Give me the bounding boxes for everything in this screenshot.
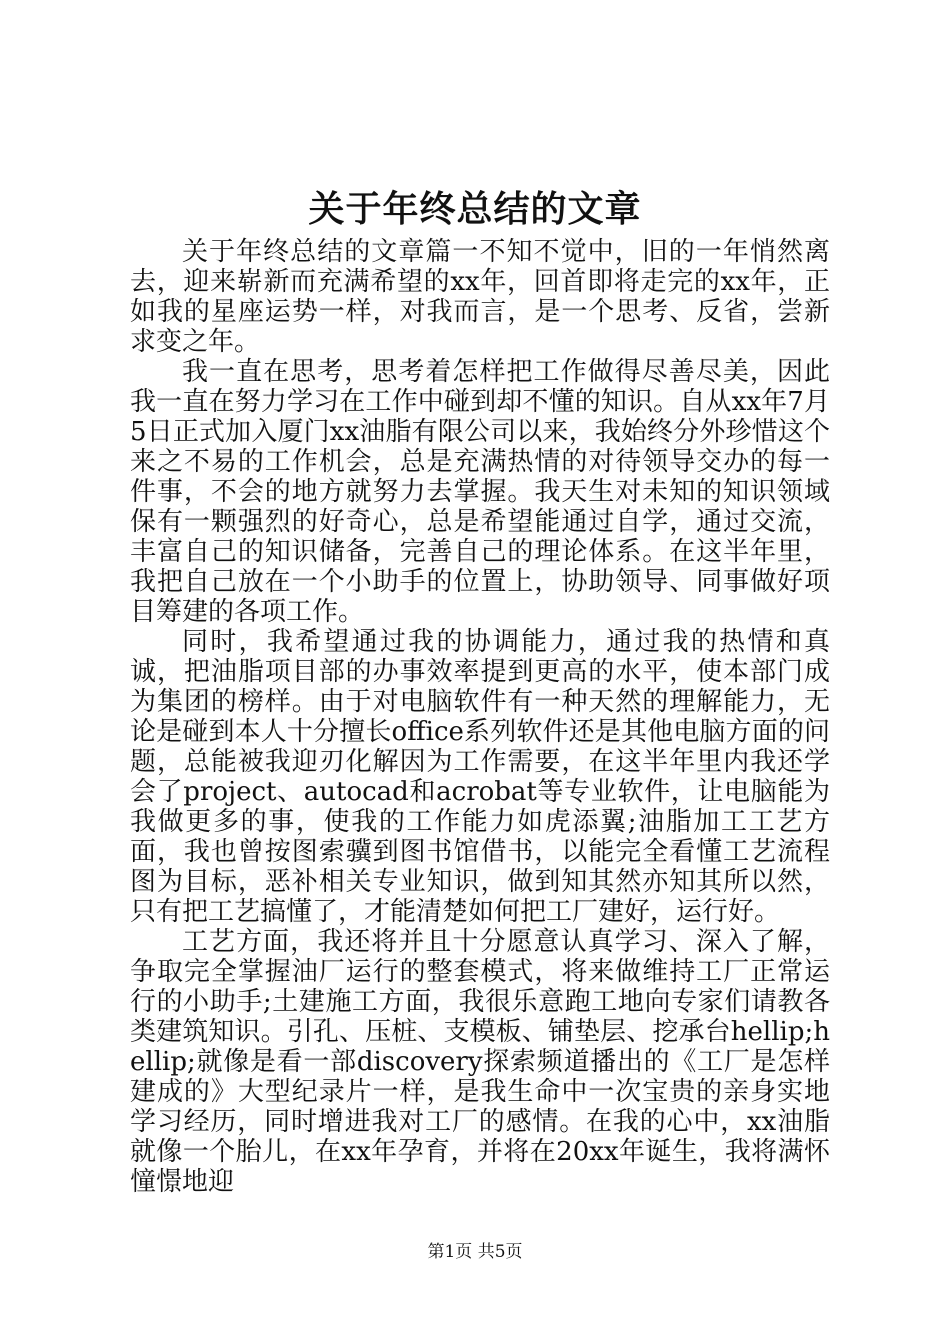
paragraph-3: 同时，我希望通过我的协调能力，通过我的热情和真诚，把油脂项目部的办事效率提到更高的水平，使本部门成为集团的榜样。由于对电脑软件有一种天然的理解能力，无论是碰到本人十分擅长office系列软件还是其他电脑方面的问题，总能被我迎刃化解因为工作需要，在这半年里内我还学会了project、autocad和acrobat等专业软件，让电脑能为我做更多的事，使我的工作能力如虎添翼;油脂加工工艺方面，我也曾按图索骥到图书馆借书，以能完全看懂工艺流程图为目标，恶补相关专业知识，做到知其然亦知其所以然，只有把工艺搞懂了，才能清楚如何把工厂建好，运行好。 [130,627,830,927]
page-number-footer: 第1页 共5页 [427,1242,523,1262]
paragraph-1: 关于年终总结的文章篇一不知不觉中，旧的一年悄然离去，迎来崭新而充满希望的xx年，回首即将走完的xx年，正如我的星座运势一样，对我而言，是一个思考、反省，尝新求变之年。 [130,237,830,357]
document-body [130,237,830,1197]
document-title: 关于年终总结的文章 [308,188,642,230]
paragraph-2: 我一直在思考，思考着怎样把工作做得尽善尽美，因此我一直在努力学习在工作中碰到却不懂的知识。自从xx年7月5日正式加入厦门xx油脂有限公司以来，我始终分外珍惜这个来之不易的工作机会，总是充满热情的对待领导交办的每一件事，不会的地方就努力去掌握。我天生对未知的知识领域保有一颗强烈的好奇心，总是希望能通过自学，通过交流，丰富自己的知识储备，完善自己的理论体系。在这半年里，我把自己放在一个小助手的位置上，协助领导、同事做好项目筹建的各项工作。 [130,357,830,627]
paragraph-4: 工艺方面，我还将并且十分愿意认真学习、深入了解，争取完全掌握油厂运行的整套模式，将来做维持工厂正常运行的小助手;土建施工方面，我很乐意跑工地向专家们请教各类建筑知识。引孔、压桩、支模板、铺垫层、挖承台hellip;hellip;就像是看一部discovery探索频道播出的《工厂是怎样建成的》大型纪录片一样，是我生命中一次宝贵的亲身实地学习经历，同时增进我对工厂的感情。在我的心中，xx油脂就像一个胎儿，在xx年孕育，并将在20xx年诞生，我将满怀憧憬地迎 [130,927,830,1197]
